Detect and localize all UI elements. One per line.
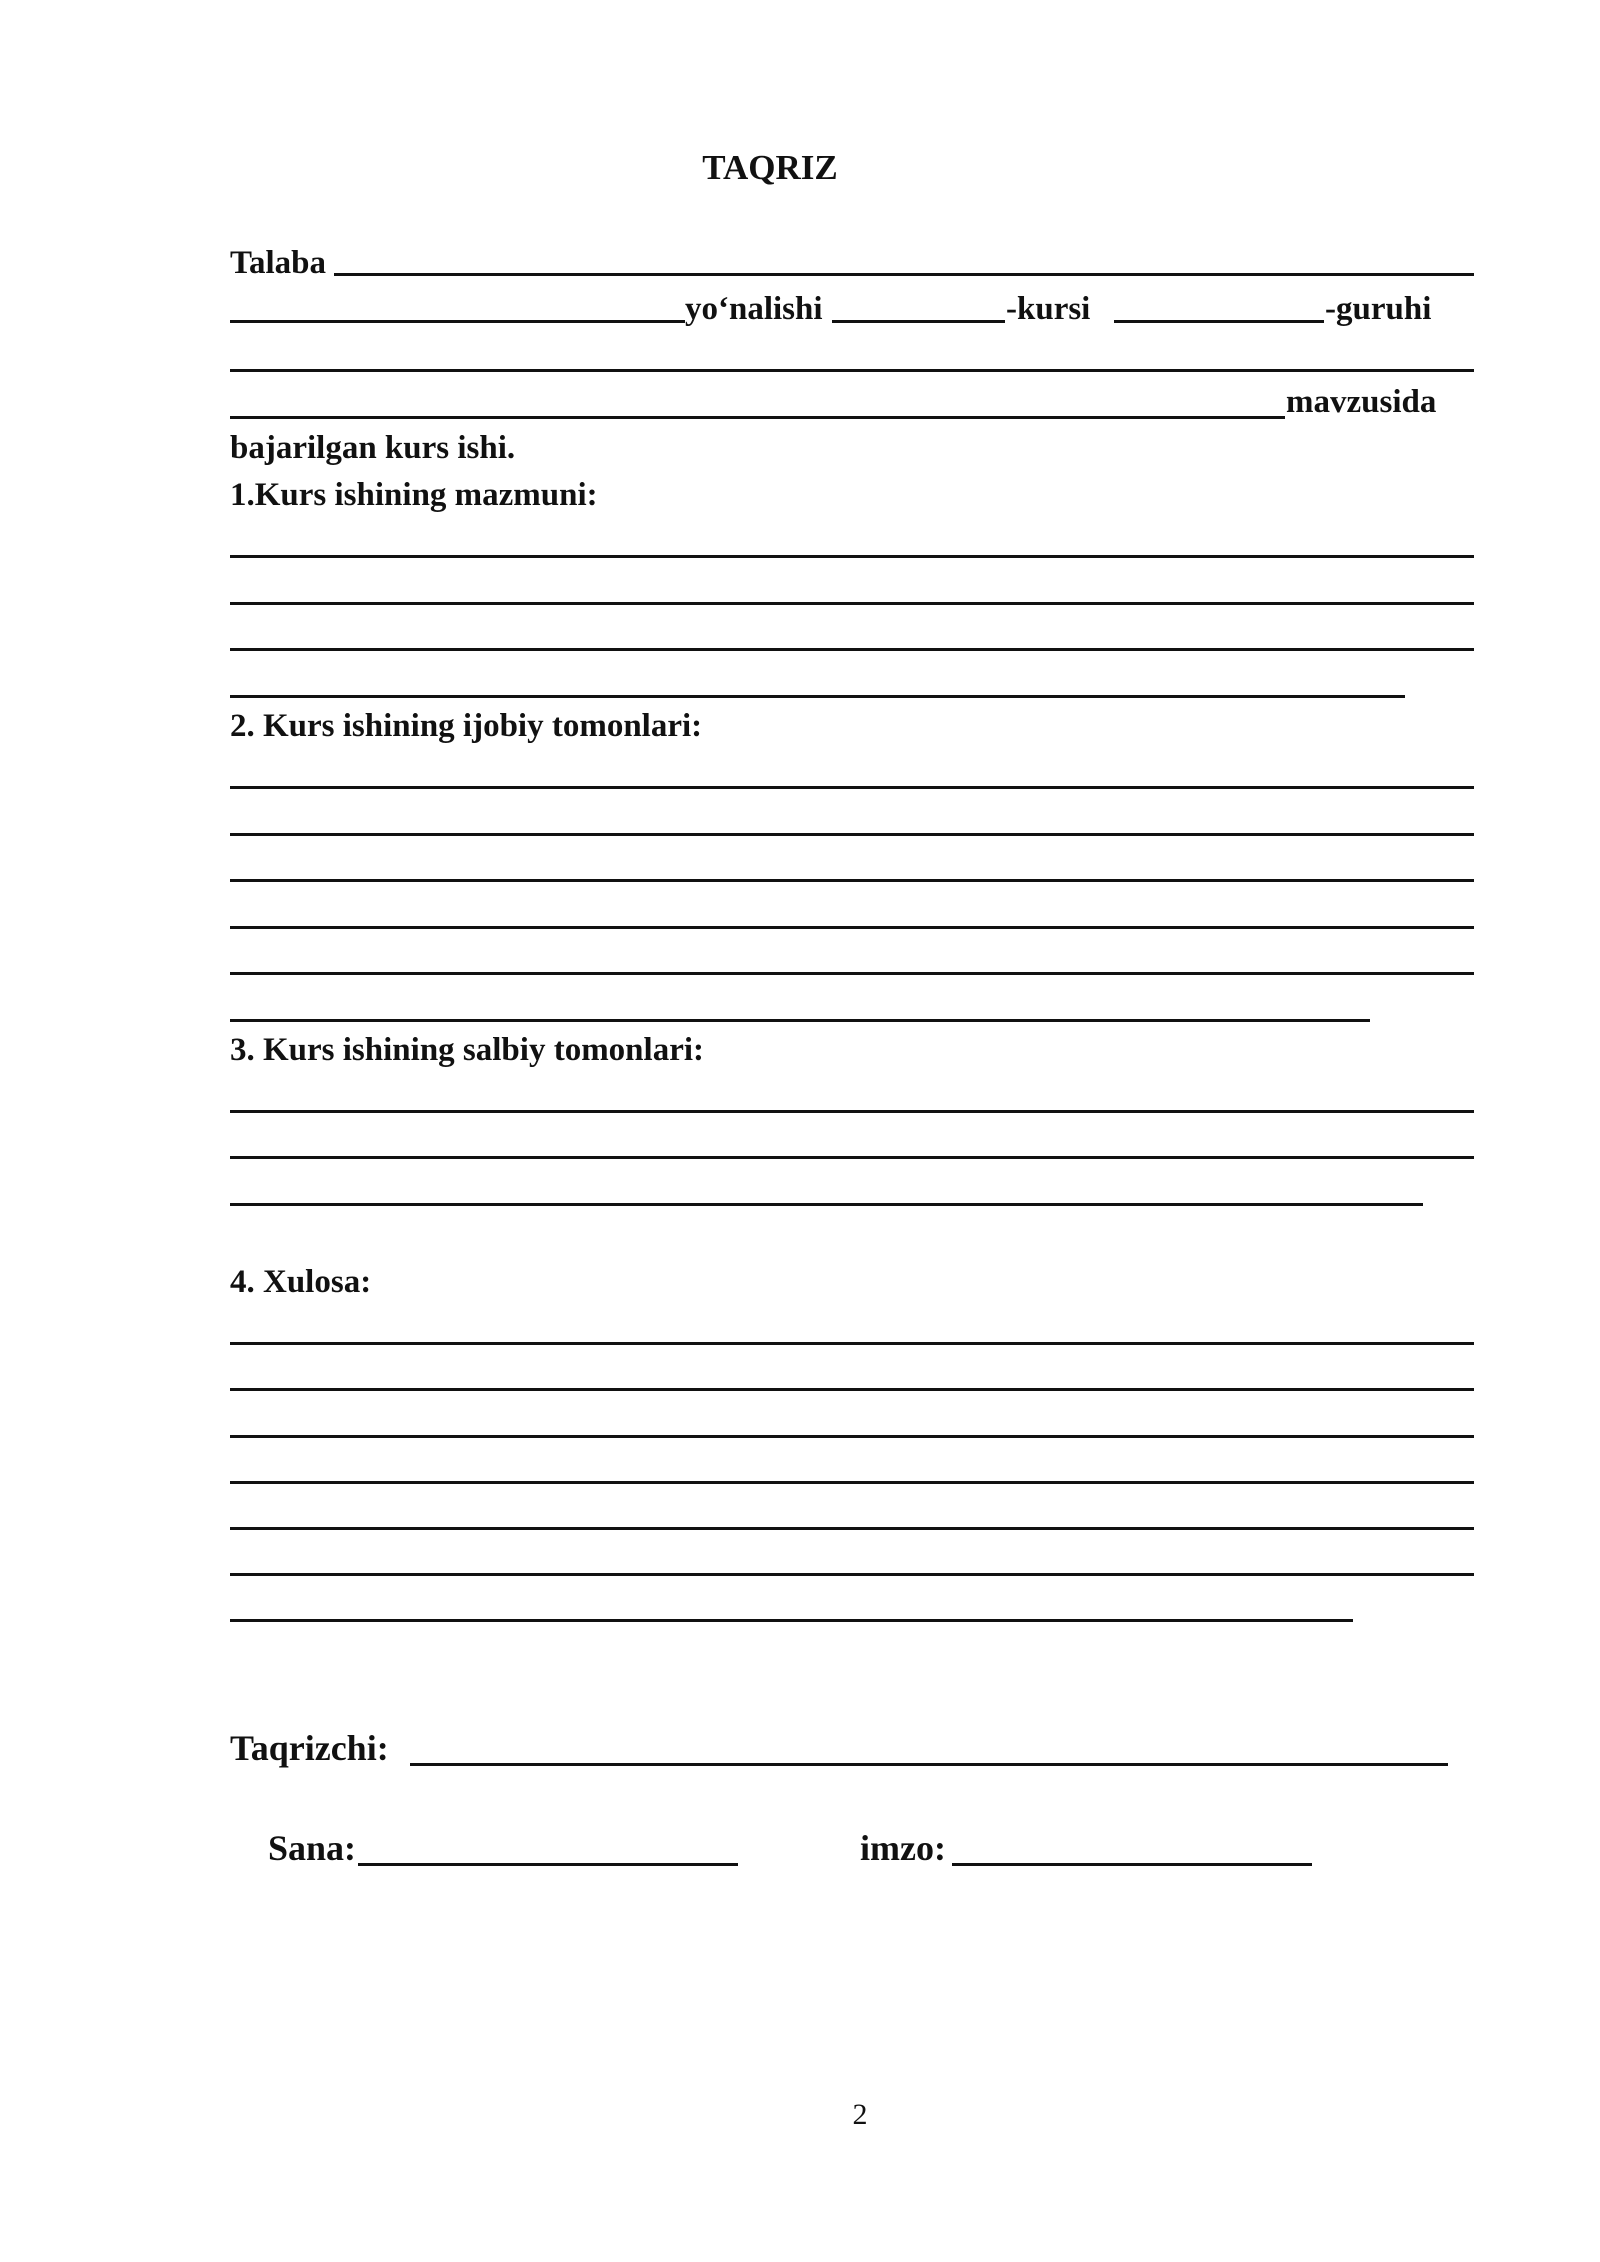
document-title: TAQRIZ (702, 148, 838, 187)
section-2-line[interactable] (230, 786, 1474, 789)
topic-line-1[interactable] (230, 369, 1474, 372)
section-4-line[interactable] (230, 1388, 1474, 1391)
section-1-line[interactable] (230, 555, 1474, 558)
section-2-line[interactable] (230, 972, 1474, 975)
section-3-line[interactable] (230, 1203, 1423, 1206)
course-label: -kursi (1006, 291, 1091, 327)
section-4-line[interactable] (230, 1481, 1474, 1484)
date-line[interactable] (358, 1863, 738, 1866)
section-1-line[interactable] (230, 602, 1474, 605)
section-2-heading: 2. Kurs ishining ijobiy tomonlari: (230, 708, 703, 744)
section-2-line[interactable] (230, 1019, 1370, 1022)
student-label: Talaba (230, 245, 327, 281)
course-line[interactable] (832, 320, 1005, 323)
topic-line-2[interactable] (230, 416, 1285, 419)
section-2-line[interactable] (230, 833, 1474, 836)
section-4-line[interactable] (230, 1435, 1474, 1438)
section-3-line[interactable] (230, 1110, 1474, 1113)
group-line[interactable] (1114, 320, 1324, 323)
section-4-heading: 4. Xulosa: (230, 1264, 372, 1300)
section-4-line[interactable] (230, 1573, 1474, 1576)
group-label: -guruhi (1325, 291, 1432, 327)
section-4-line[interactable] (230, 1342, 1474, 1345)
direction-label: yo‘nalishi (685, 291, 823, 327)
section-2-line[interactable] (230, 879, 1474, 882)
section-1-heading: 1.Kurs ishining mazmuni: (230, 477, 598, 513)
reviewer-line[interactable] (410, 1763, 1448, 1766)
section-3-heading: 3. Kurs ishining salbiy tomonlari: (230, 1032, 705, 1068)
section-4-line[interactable] (230, 1619, 1353, 1622)
student-name-line[interactable] (334, 273, 1474, 276)
section-3-line[interactable] (230, 1156, 1474, 1159)
topic-label: mavzusida (1286, 384, 1437, 420)
date-label: Sana: (268, 1828, 357, 1868)
signature-label: imzo: (860, 1828, 946, 1868)
section-2-line[interactable] (230, 926, 1474, 929)
section-1-line[interactable] (230, 695, 1405, 698)
signature-line[interactable] (952, 1863, 1312, 1866)
page-number: 2 (852, 2098, 868, 2131)
reviewer-label: Taqrizchi: (230, 1728, 389, 1768)
completed-text: bajarilgan kurs ishi. (230, 430, 516, 466)
section-1-line[interactable] (230, 648, 1474, 651)
section-4-line[interactable] (230, 1527, 1474, 1530)
direction-line[interactable] (230, 320, 685, 323)
